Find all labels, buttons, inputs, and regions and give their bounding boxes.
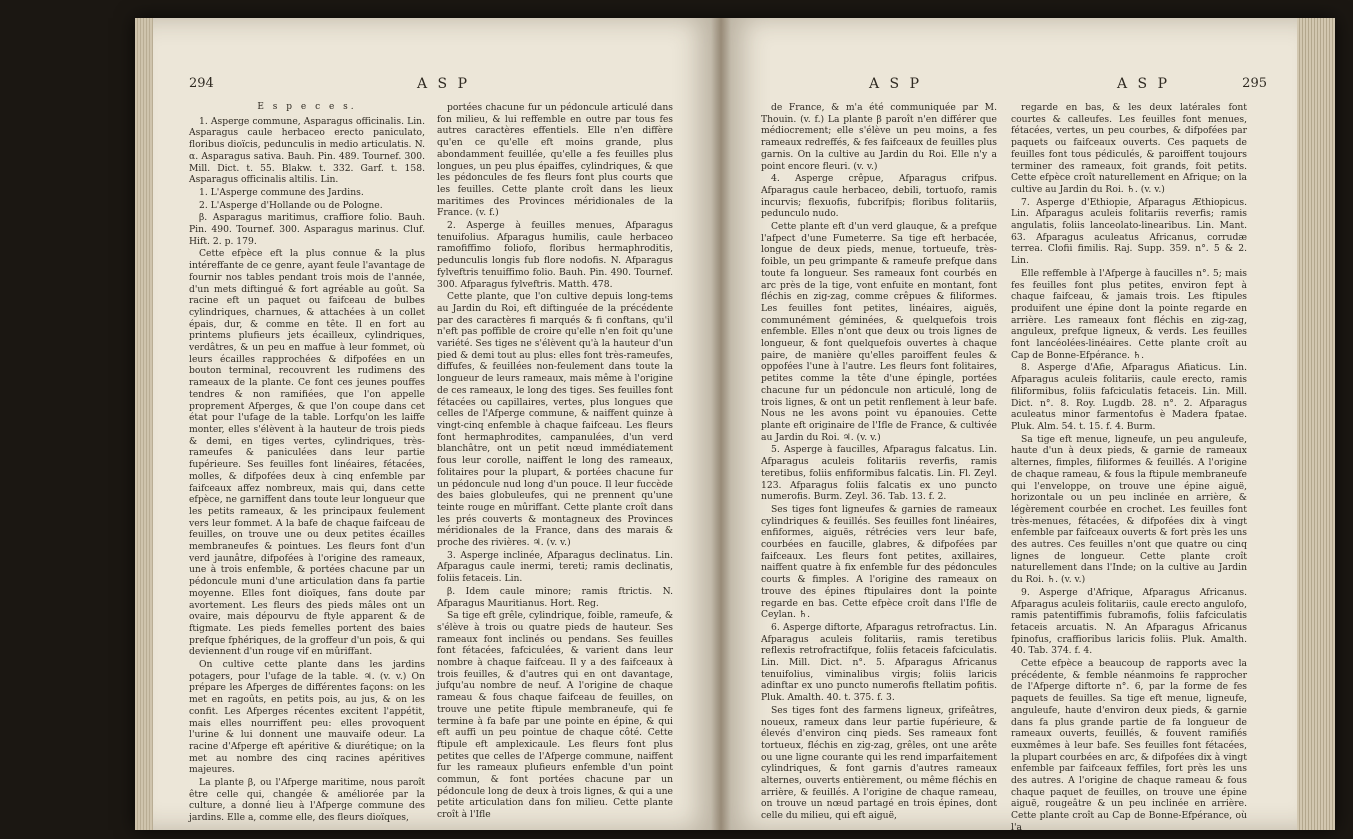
open-book [135,18,1335,833]
paragraph: 2. Asperge à feuilles menues, Afparagus tenuifolius. Afparagus humilis, caule herbaceo ramofiffimo foliofo, floribus hermaphroditis, pedunculis longis fub flore nodofis. N. Afparagus fylveftris tenuiffimo folio. Bauh. Pin. 490. Tournef. 300. Afparagus fylveftris. Matth. 478. [437,220,673,290]
left-page-header [189,76,691,94]
paragraph: Cette plante, que l'on cultive depuis long-tems au Jardin du Roi, eft diftinguée de la précédente par des caractères fi marqués & fi conftans, qu'il n'eft pas poffible de croire qu'elle n'en foit qu'une variété. Ses tiges ne s'élèvent qu'à la hauteur d'un pied & demi tout au plus: elles font très-rameufes, diffufes, & feuillées non-feulement dans toute la longueur de leurs rameaux, mais même à l'origine de ces rameaux, le long des tiges. Ses feuilles font fétacées ou capillaires, vertes, plus longues que celles de l'Afperge commune, & naiffent quinze à vingt-cinq enfemble à chaque faifceau. Les fleurs font hermaphrodites, campanulées, d'un verd blanchâtre, ont un petit nœud immédiatement fous leur corolle, naiffent le long des rameaux, folitaires pour la plupart, & portées chacune fur un pédoncule nud long d'un pouce. Il leur fuccède des baies globuleufes, qui ne prennent qu'une teinte rouge en mûriffant. Cette plante croît dans les prés couverts & montagneux des Provinces méridionales de la France, dans des marais & proche des rivières. ♃. (v. v.) [437,291,673,549]
paragraph: E s p e c e s. [257,102,357,112]
paragraph: portées chacune fur un pédoncule articulé dans fon milieu, & lui reffemble en outre par tous fes autres caractères effentiels. Elle n'en diffère qu'en ce qu'elle eft moins grande, plus abondamment feuillée, qu'elle a fes feuilles plus longues, un peu plus épaiffes, cylindriques, & que les pédoncules de fes fleurs font plus courts que les feuilles. Cette plante croît dans les lieux maritimes des Provinces méridionales de la France. (v. f.) [437,102,673,219]
page-edges-right [1297,18,1335,830]
paragraph: de France, & m'a été communiquée par M. Thouin. (v. f.) La plante β paroît n'en différer que médiocrement; elle s'élève un peu moins, a fes rameaux redreffés, & fes faifceaux de feuilles plus garnis. On la cultive au Jardin du Roi. Elle n'y a point encore fleuri. (v. v.) [761,102,997,172]
paragraph: 9. Asperge d'Afrique, Afparagus Africanus. Afparagus aculeis folitariis, caule erecto angulofo, ramis patentiffimis fubramofis, foliis fafciculatis fetaceis arcuatis. N. An Afparagus Africanus fpinofus, craffioribus laricis foliis. Pluk. Amalth. 40. Tab. 374. f. 4. [1011,586,1247,657]
paragraph: On cultive cette plante dans les jardins potagers, pour l'ufage de la table. ♃. (v. v.) On prépare les Afperges de différentes façons: on les met en ragoûts, en petits pois, au jus, & on les confit. Les Afperges récentes excitent l'appétit, mais elles nourriffent peu: elles provoquent l'urine & lui donnent une mauvaife odeur. La racine d'Afperge eft apéritive & diurétique; on la met au nombre des cinq racines apéritives majeures. [189,659,425,776]
paragraph: 7. Asperge d'Ethiopie, Afparagus Æthiopicus. Lin. Afparagus aculeis folitariis reverfis; ramis angulatis, foliis lanceolato-linearibus. Lin. Mant. 63. Afparagus aculeatus Africanus, corrudæ terrea. Clofii fimilis. Raj. Supp. 359. n°. 5 & 2. Lin. [1011,196,1247,267]
paragraph: 3. Asperge inclinée, Afparagus declinatus. Lin. Afparagus caule inermi, tereti; ramis declinatis, foliis fetaceis. Lin. [437,549,673,585]
right-page-column-2 [1011,102,1247,833]
left-page [153,18,721,830]
paragraph: 2. L'Asperge d'Hollande ou de Pologne. [199,199,383,211]
right-running-title-left: A S P [869,76,923,92]
right-page-column-1 [761,102,997,822]
paragraph: La plante β, ou l'Afperge maritime, nous paroît être celle qui, changée & améliorée par la culture, a donné lieu à l'Afperge commune des jardins. Elle a, comme elle, des fleurs dioïques, [189,777,425,824]
paragraph: β. Asparagus maritimus, craffiore folio. Bauh. Pin. 490. Tournef. 300. Asparagus marinus. Cluf. Hift. 2. p. 179. [189,212,425,247]
paragraph: Cette efpèce a beaucoup de rapports avec la précédente, & femble néanmoins fe rapprocher de l'Afperge diftorte n°. 6, par la forme de fes paquets de feuilles. Sa tige eft menue, ligneufe, anguleufe, haute d'environ deux pieds, & garnie dans fa plus grande partie de fa longueur de rameaux ouverts, feuillés, & fouvent ramifiés euxmêmes à leur bafe. Ses feuilles font fétacées, la plupart courbées en arc, & difpofées dix à vingt enfemble par faifceaux feffiles, fort près les uns des autres. A l'origine de chaque rameau & fous chaque paquet de feuilles, on trouve une épine aiguë, rougeâtre & un peu inclinée en arrière. Cette plante croît au Cap de Bonne-Efpérance, où l'a [1011,658,1247,833]
left-running-title: A S P [417,76,471,92]
paragraph: 1. L'Asperge commune des Jardins. [199,186,364,198]
paragraph: 1. Asperge commune, Asparagus officinalis. Lin. Asparagus caule herbaceo erecto paniculato, floribus dioïcis, pedunculis in medio articulatis. N. α. Asparagus sativa. Bauh. Pin. 489. Tournef. 300. Mill. Dict. t. 55. Blakw. t. 332. Garf. t. 158. Asparagus officinalis altilis. Lin. [189,115,425,186]
paragraph: Elle reffemble à l'Afperge à faucilles n°. 5; mais fes feuilles font plus petites, environ fept à chaque faifceau, & jamais trois. Les ftipules produifent une épine dont la pointe regarde en arrière. Les rameaux font fléchis en zig-zag, anguleux, prefque ligneux, & verds. Les feuilles font lancéolées-linéaires. Cette plante croît au Cap de Bonne-Efpérance. ♄. [1011,267,1247,361]
paragraph: β. Idem caule minore; ramis ftrictis. N. Afparagus Mauritianus. Hort. Reg. [437,585,673,609]
paragraph: Ses tiges font ligneufes & garnies de rameaux cylindriques & feuillés. Ses feuilles font linéaires, enfiformes, aiguës, rétrécies vers leur bafe, courbées en faucille, glabres, & difpofées par faifceaux. Les fleurs font petites, axillaires, naiffent quatre à fix enfemble fur des pédoncules courts & fimples. A l'origine des rameaux on trouve des épines ftipulaires dont la pointe regarde en bas. Cette efpèce croît dans l'Ifle de Ceylan. ♄. [761,503,997,621]
paragraph: Sa tige eft menue, ligneufe, un peu anguleufe, haute d'un à deux pieds, & garnie de rameaux alternes, fimples, filiformes & feuillés. A l'origine de chaque rameau, & fous la ftipule membraneufe qui l'enveloppe, on trouve une épine aiguë, horizontale ou un peu inclinée en arrière, & légèrement courbée en crochet. Les feuilles font très-menues, fétacées, & difpofées dix à vingt enfemble par faifceaux ouverts & fort près les uns des autres. Ces feuilles n'ont que quatre ou cinq lignes de longueur. Cette plante croît naturellement dans l'Inde; on la cultive au Jardin du Roi. ♄. (v. v.) [1011,433,1247,586]
paragraph: 6. Asperge diftorte, Afparagus retrofractus. Lin. Afparagus aculeis folitariis, ramis teretibus reflexis retrofractifque, foliis fetaceis fafciculatis. Lin. Mill. Dict. n°. 5. Afparagus Africanus tenuifolius, viminalibus virgis; foliis laricis adinftar ex uno puncto numerofis ftellatim pofitis. Pluk. Amalth. 40. t. 375. f. 3. [761,621,997,704]
paragraph: regarde en bas, & les deux latérales font courtes & calleufes. Les feuilles font menues, fétacées, vertes, un peu courbes, & difpofées par paquets ou faifceaux ouverts. Ces paquets de feuilles font tous pédiculés, & paroiffent toujours terminer des rameaux, foit grands, foit petits. Cette efpèce croît naturellement en Afrique; on la cultive au Jardin du Roi. ♄. (v. v.) [1011,102,1247,195]
paragraph: Ses tiges font des farmens ligneux, grifeâtres, noueux, rameux dans leur partie fupérieure, & élevés d'environ cinq pieds. Ses rameaux font tortueux, fléchis en zig-zag, grêles, ont une arête ou une ligne courante qui les rend imparfaitement cylindriques, & font garnis d'autres rameaux alternes, ouverts entièrement, ou même fléchis en arrière, & feuillés. A l'origine de chaque rameau, on trouve un nœud partagé en trois épines, dont celle du milieu, qui eft aiguë, [761,704,997,822]
right-page-number: 295 [1242,76,1267,91]
paragraph: 8. Asperge d'Afie, Afparagus Afiaticus. Lin. Afparagus aculeis folitariis, caule erecto, ramis filiformibus, foliis fafciculatis fetaceis. Lin. Mill. Dict. n°. 8. Roy. Lugdb. 28. n°. 2. Afparagus aculeatus minor farmentofus è Madera fpatae. Pluk. Alm. 54. t. 15. f. 4. Burm. [1011,362,1247,432]
right-running-title-right: A S P [1117,76,1171,92]
right-page-header [757,76,1267,94]
page-edges-left [135,18,153,830]
paragraph: Cette plante eft d'un verd glauque, & a prefque l'afpect d'une Fumeterre. Sa tige eft herbacée, longue de deux pieds, menue, tortueufe, très-foible, un peu grimpante & rameufe prefque dans toute fa longueur. Ses rameaux font courbés en arc près de la tige, vont enfuite en montant, font fléchis en zig-zag, comme crêpues & filiformes. Les feuilles font petites, linéaires, aiguës, communément géminées, & quelquefois trois enfemble. Elles n'ont que deux ou trois lignes de longueur, & font quelquefois ouvertes à chaque paire, de manière qu'elles paroiffent feules & oppofées l'une à l'autre. Les fleurs font folitaires, petites comme la tête d'une épingle, portées chacune fur un pédoncule non articulé, long de trois lignes, & ont un petit renflement à leur bafe. Nous ne les avons point vu épanouies. Cette plante eft originaire de l'Ifle de France, & cultivée au Jardin du Roi. ♃. (v. v.) [761,221,997,443]
right-page [721,18,1297,833]
book-gutter [711,18,731,830]
paragraph: Sa tige eft grêle, cylindrique, foible, rameufe, & s'élève à trois ou quatre pieds de hauteur. Ses rameaux font inclinés ou pendans. Ses feuilles font fétacées, fafciculées, & varient dans leur nombre à chaque faifceau. Il y a des faifceaux à trois feuilles, & d'autres qui en ont davantage, jufqu'au nombre de neuf. A l'origine de chaque rameau & fous chaque faifceau de feuilles, on trouve une petite ftipule membraneufe, qui fe termine à fa bafe par une pointe en épine, & qui eft auffi un peu pointue de chaque côté. Cette ftipule eft amplexicaule. Les fleurs font plus petites que celles de l'Afperge commune, naiffent fur les rameaux plufieurs enfemble d'un point commun, & font portées chacune par un pédoncule long de deux à trois lignes, & qui a une petite articulation dans fon milieu. Cette plante croît à l'Ifle [437,610,673,821]
left-page-column-2 [437,102,673,821]
left-page-column-1 [189,102,425,824]
paragraph: Cette efpèce eft la plus connue & la plus intéreffante de ce genre, ayant feule l'avantage de fournir nos tables pendant trois mois de l'année, d'un mets diftingué & fort agréable au goût. Sa racine eft un paquet ou faifceau de bulbes cylindriques, charnues, & attachées à un collet épais, dur, & comme en tête. Il en fort au printems plufieurs jets écailleux, cylindriques, verdâtres, & un peu en maffue à leur fommet, où leurs écailles rapprochées & difpofées en un bouton terminal, recouvrent les rudimens des rameaux de la plante. Ce font ces jeunes pouffes tendres & non ramifiées, que l'on appelle proprement Afperges, & que l'on coupe dans cet état pour l'ufage de la table. Lorfqu'on les laiffe monter, elles s'élèvent à la hauteur de trois pieds & demi, en tiges vertes, cylindriques, très-rameufes & paniculées dans leur partie fupérieure. Ses feuilles font linéaires, fétacées, molles, & difpofées deux à cinq enfemble par faifceaux affez nombreux, mais qui, dans cette efpèce, ne garniffent dans toute leur longueur que les petits rameaux, & les principaux feulement vers leur fommet. A la bafe de chaque faifceau de feuilles, on trouve une ou deux petites écailles membraneufes & pointues. Les fleurs font d'un verd jaunâtre, difpofées à l'origine des rameaux, une à trois enfemble, & portées chacune par un pédoncule muni d'une articulation dans fa partie moyenne. Elles font dioïques, fans doute par avortement. Les fleurs des pieds mâles ont un ovaire, mais dépourvu de ftyle apparent & de ftigmate. Les pieds femelles portent des baies prefque fphériques, de la groffeur d'un pois, & qui deviennent d'un rouge vif en mûriffant. [189,248,425,658]
left-page-number: 294 [189,76,214,91]
paragraph: 4. Asperge crêpue, Afparagus crifpus. Afparagus caule herbaceo, debili, tortuofo, ramis incurvis; flexuofis, fubcrifpis; floribus folitariis, pedunculo nudo. [761,173,997,220]
paragraph: 5. Asperge à faucilles, Afparagus falcatus. Lin. Afparagus aculeis folitariis reverfis, ramis teretibus, foliis enfiformibus falcatis. Lin. Fl. Zeyl. 123. Afparagus foliis falcatis ex uno puncto numerofis. Burm. Zeyl. 36. Tab. 13. f. 2. [761,444,997,503]
